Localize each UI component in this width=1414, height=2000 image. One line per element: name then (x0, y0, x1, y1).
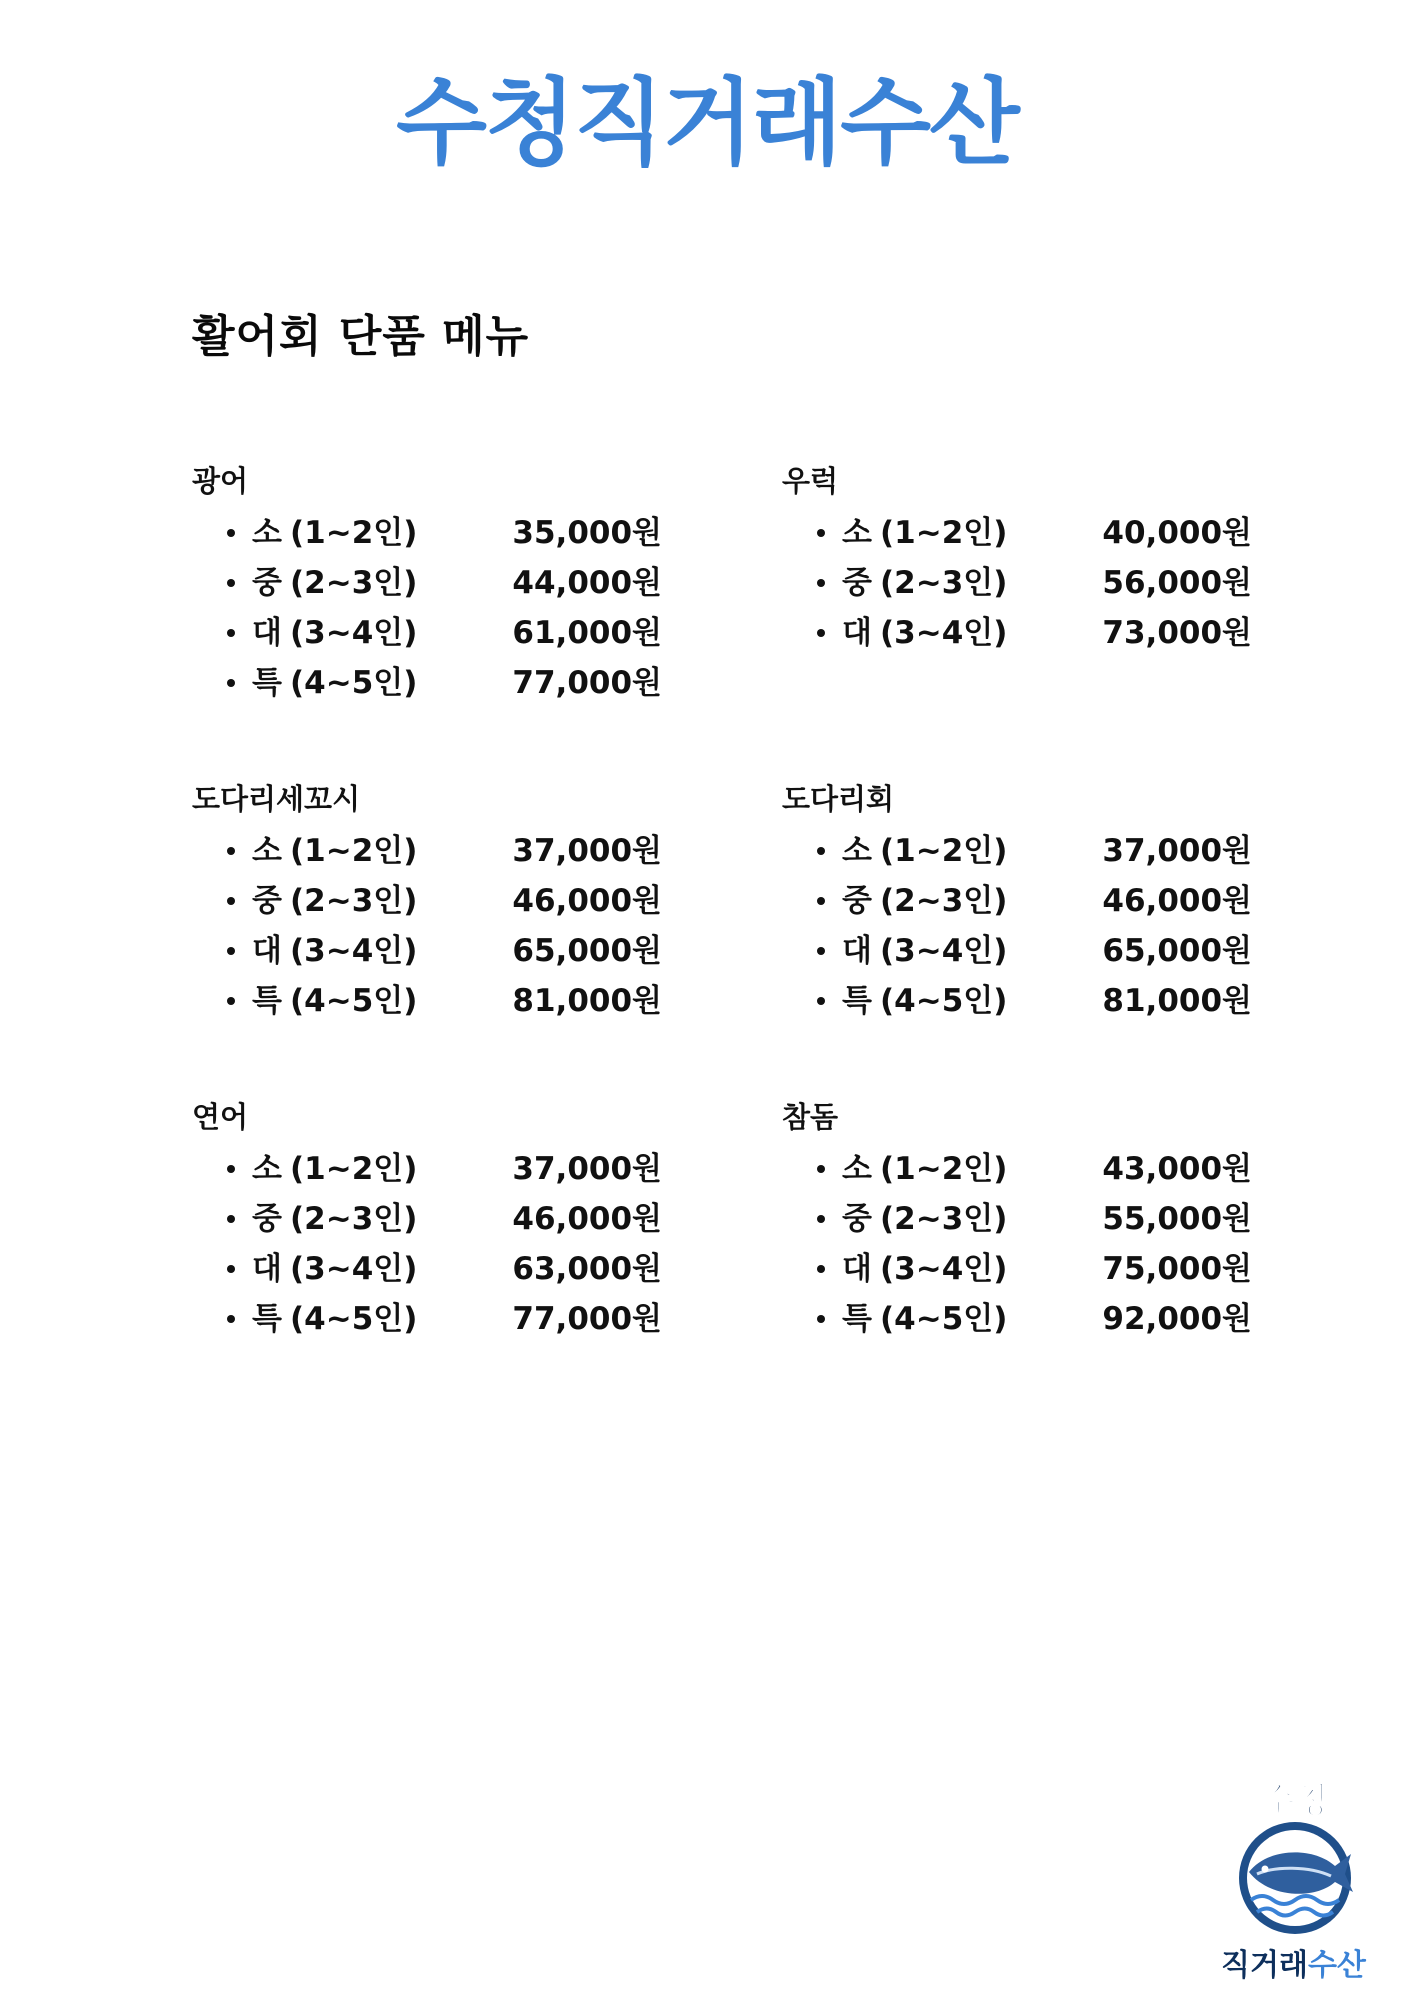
bullet-icon (227, 529, 235, 537)
bullet-icon (817, 529, 825, 537)
item-price: 46,000원 (512, 883, 662, 919)
bullet-icon (817, 629, 825, 637)
category-name: 도다리회 (782, 782, 895, 816)
menu-item-list (192, 1144, 662, 1344)
menu-item (192, 876, 662, 926)
item-size: 소 (252, 515, 282, 551)
menu-item (782, 876, 1252, 926)
bullet-icon (227, 947, 235, 955)
category-name: 광어 (192, 464, 249, 498)
svg-text:직거래수산 (1221, 1948, 1367, 1983)
logo-top-text: 수청 (1262, 1781, 1328, 1821)
menu-item (782, 608, 1252, 658)
menu-category (782, 1096, 1252, 1344)
item-price: 77,000원 (512, 665, 662, 701)
bullet-icon (817, 997, 825, 1005)
item-servings: (3~4인) (290, 615, 418, 651)
menu-item (192, 658, 662, 708)
bullet-icon (227, 1165, 235, 1173)
item-price: 61,000원 (512, 615, 662, 651)
menu-item (192, 926, 662, 976)
item-size: 중 (842, 883, 872, 919)
item-size: 소 (842, 833, 872, 869)
category-name: 우럭 (782, 464, 839, 498)
logo-bottom-accent-text: 수산 (1307, 1948, 1366, 1983)
bullet-icon (817, 947, 825, 955)
item-size: 특 (252, 1301, 282, 1337)
item-price: 65,000원 (1102, 933, 1252, 969)
menu-item (192, 608, 662, 658)
bullet-icon (817, 579, 825, 587)
item-price: 44,000원 (512, 565, 662, 601)
menu-item (192, 826, 662, 876)
item-size: 중 (252, 883, 282, 919)
menu-item (192, 558, 662, 608)
menu-item (782, 1144, 1252, 1194)
category-name: 참돔 (782, 1100, 839, 1134)
bullet-icon (227, 579, 235, 587)
item-size: 대 (842, 1251, 872, 1287)
item-servings: (3~4인) (290, 1251, 418, 1287)
item-price: 73,000원 (1102, 615, 1252, 651)
menu-category (782, 460, 1252, 658)
item-price: 46,000원 (1102, 883, 1252, 919)
item-servings: (4~5인) (290, 983, 418, 1019)
bullet-icon (227, 847, 235, 855)
category-name: 도다리세꼬시 (192, 782, 361, 816)
item-price: 37,000원 (512, 1151, 662, 1187)
item-price: 56,000원 (1102, 565, 1252, 601)
item-servings: (2~3인) (290, 1201, 418, 1237)
bullet-icon (227, 1265, 235, 1273)
bullet-icon (817, 1315, 825, 1323)
item-price: 37,000원 (512, 833, 662, 869)
category-name: 연어 (192, 1100, 249, 1134)
item-price: 81,000원 (1102, 983, 1252, 1019)
bullet-icon (227, 997, 235, 1005)
item-price: 35,000원 (512, 515, 662, 551)
item-price: 43,000원 (1102, 1151, 1252, 1187)
item-price: 46,000원 (512, 1201, 662, 1237)
item-size: 특 (252, 665, 282, 701)
item-servings: (1~2인) (290, 1151, 418, 1187)
item-price: 55,000원 (1102, 1201, 1252, 1237)
menu-item-list (192, 826, 662, 1026)
section-title: 활어회 단품 메뉴 (192, 311, 530, 362)
menu-item (192, 976, 662, 1026)
item-servings: (1~2인) (290, 833, 418, 869)
menu-category (782, 778, 1252, 1026)
item-price: 77,000원 (512, 1301, 662, 1337)
item-size: 특 (842, 983, 872, 1019)
item-size: 대 (252, 615, 282, 651)
item-servings: (2~3인) (880, 883, 1008, 919)
item-size: 소 (842, 1151, 872, 1187)
item-servings: (3~4인) (880, 615, 1008, 651)
brand-logo (1205, 1770, 1385, 1990)
menu-item (782, 508, 1252, 558)
item-servings: (1~2인) (880, 515, 1008, 551)
item-servings: (2~3인) (290, 565, 418, 601)
menu-item (782, 826, 1252, 876)
bullet-icon (227, 897, 235, 905)
menu-item (782, 1244, 1252, 1294)
menu-item (782, 926, 1252, 976)
bullet-icon (817, 847, 825, 855)
item-size: 대 (252, 1251, 282, 1287)
item-price: 75,000원 (1102, 1251, 1252, 1287)
menu-item (782, 976, 1252, 1026)
item-servings: (1~2인) (880, 833, 1008, 869)
bullet-icon (227, 1215, 235, 1223)
item-size: 중 (252, 1201, 282, 1237)
item-servings: (2~3인) (880, 1201, 1008, 1237)
menu-item (192, 1244, 662, 1294)
item-price: 40,000원 (1102, 515, 1252, 551)
item-servings: (3~4인) (880, 933, 1008, 969)
item-size: 소 (252, 833, 282, 869)
brand-title: 수청직거래수산 (396, 69, 1018, 178)
bullet-icon (227, 1315, 235, 1323)
bullet-icon (817, 1165, 825, 1173)
item-servings: (4~5인) (880, 1301, 1008, 1337)
menu-item (782, 1194, 1252, 1244)
bullet-icon (817, 1265, 825, 1273)
item-size: 대 (842, 933, 872, 969)
item-servings: (3~4인) (880, 1251, 1008, 1287)
bullet-icon (227, 629, 235, 637)
item-servings: (3~4인) (290, 933, 418, 969)
menu-item-list (192, 508, 662, 708)
menu-category (192, 460, 662, 708)
item-size: 대 (252, 933, 282, 969)
menu-category (192, 778, 662, 1026)
bullet-icon (817, 1215, 825, 1223)
menu-item (782, 558, 1252, 608)
menu-item (192, 508, 662, 558)
menu-item-list (782, 508, 1252, 658)
item-price: 37,000원 (1102, 833, 1252, 869)
item-price: 81,000원 (512, 983, 662, 1019)
item-servings: (4~5인) (290, 1301, 418, 1337)
item-price: 63,000원 (512, 1251, 662, 1287)
menu-item-list (782, 1144, 1252, 1344)
bullet-icon (817, 897, 825, 905)
menu-item-list (782, 826, 1252, 1026)
item-size: 소 (842, 515, 872, 551)
item-size: 중 (252, 565, 282, 601)
bullet-icon (227, 679, 235, 687)
item-price: 92,000원 (1102, 1301, 1252, 1337)
item-servings: (2~3인) (880, 565, 1008, 601)
menu-item (192, 1144, 662, 1194)
item-size: 소 (252, 1151, 282, 1187)
menu-category (192, 1096, 662, 1344)
menu-item (782, 1294, 1252, 1344)
item-size: 특 (842, 1301, 872, 1337)
item-servings: (1~2인) (880, 1151, 1008, 1187)
item-servings: (2~3인) (290, 883, 418, 919)
item-size: 중 (842, 565, 872, 601)
item-price: 65,000원 (512, 933, 662, 969)
menu-item (192, 1294, 662, 1344)
item-servings: (1~2인) (290, 515, 418, 551)
menu-item (192, 1194, 662, 1244)
logo-bottom-text: 직거래 (1221, 1948, 1308, 1983)
item-size: 대 (842, 615, 872, 651)
item-servings: (4~5인) (880, 983, 1008, 1019)
item-size: 특 (252, 983, 282, 1019)
item-size: 중 (842, 1201, 872, 1237)
item-servings: (4~5인) (290, 665, 418, 701)
